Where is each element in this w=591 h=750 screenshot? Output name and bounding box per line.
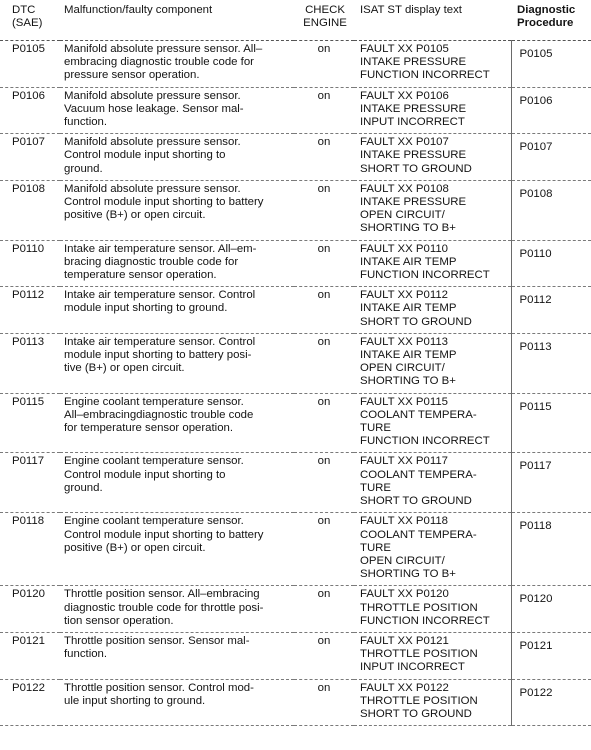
dtc-code: P0110 <box>0 240 60 287</box>
dtc-code: P0112 <box>0 287 60 334</box>
diagnostic-procedure-cell <box>511 333 591 393</box>
diagnostic-procedure: P0117 <box>519 460 552 473</box>
diagnostic-procedure: P0107 <box>519 141 553 154</box>
check-engine-status: on <box>294 586 354 633</box>
diagnostic-procedure: P0113 <box>519 340 552 353</box>
header-dtc: DTC (SAE) <box>0 0 60 41</box>
table-body <box>0 41 591 726</box>
dtc-code: P0113 <box>0 333 60 393</box>
diagnostic-procedure-cell <box>511 393 591 453</box>
table-row <box>0 513 591 586</box>
isat-display-text: FAULT XX P0122 THROTTLE POSITION SHORT TO GROUND <box>354 679 511 726</box>
malfunction-text: Intake air temperature sensor. Control module input shorting to ground. <box>60 287 294 334</box>
diagnostic-procedure: P0118 <box>519 520 552 533</box>
malfunction-text: Manifold absolute pressure sensor. Control module input shorting to battery positive (B+) or open circuit. <box>60 180 294 240</box>
malfunction-text: Engine coolant temperature sensor. All–embracingdiagnostic trouble code for temperature sensor operation. <box>60 393 294 453</box>
diagnostic-procedure-cell <box>511 180 591 240</box>
malfunction-text: Throttle position sensor. All–embracing diagnostic trouble code for throttle posi- tion sensor operation. <box>60 586 294 633</box>
table-row <box>0 333 591 393</box>
diagnostic-procedure-cell <box>511 240 591 287</box>
isat-display-text: FAULT XX P0108 INTAKE PRESSURE OPEN CIRCUIT/ SHORTING TO B+ <box>354 180 511 240</box>
dtc-code: P0120 <box>0 586 60 633</box>
isat-display-text: FAULT XX P0105 INTAKE PRESSURE FUNCTION INCORRECT <box>354 41 511 88</box>
diagnostic-procedure-cell <box>511 287 591 334</box>
check-engine-status: on <box>294 180 354 240</box>
table-row <box>0 180 591 240</box>
malfunction-text: Intake air temperature sensor. All–em- bracing diagnostic trouble code for temperature sensor operation. <box>60 240 294 287</box>
isat-display-text: FAULT XX P0117 COOLANT TEMPERA- TURE SHORT TO GROUND <box>354 453 511 513</box>
table-row <box>0 134 591 181</box>
dtc-code: P0105 <box>0 41 60 88</box>
diagnostic-procedure-cell <box>511 453 591 513</box>
diagnostic-procedure-cell <box>511 586 591 633</box>
malfunction-text: Throttle position sensor. Sensor mal- function. <box>60 632 294 679</box>
malfunction-text: Engine coolant temperature sensor. Control module input shorting to battery positive (B+) or open circuit. <box>60 513 294 586</box>
table-row <box>0 632 591 679</box>
diagnostic-procedure: P0121 <box>519 639 553 652</box>
dtc-code: P0108 <box>0 180 60 240</box>
diagnostic-procedure: P0106 <box>519 94 553 107</box>
dtc-code: P0117 <box>0 453 60 513</box>
table-row <box>0 393 591 453</box>
diagnostic-procedure-cell <box>511 513 591 586</box>
check-engine-status: on <box>294 240 354 287</box>
diagnostic-procedure-cell <box>511 632 591 679</box>
diagnostic-procedure-cell <box>511 679 591 726</box>
check-engine-status: on <box>294 679 354 726</box>
table-row <box>0 287 591 334</box>
isat-display-text: FAULT XX P0112 INTAKE AIR TEMP SHORT TO GROUND <box>354 287 511 334</box>
table-row <box>0 240 591 287</box>
malfunction-text: Throttle position sensor. Control mod- ule input shorting to ground. <box>60 679 294 726</box>
malfunction-text: Manifold absolute pressure sensor. All– embracing diagnostic trouble code for pressure sensor operation. <box>60 41 294 88</box>
dtc-code: P0118 <box>0 513 60 586</box>
check-engine-status: on <box>294 453 354 513</box>
dtc-code: P0115 <box>0 393 60 453</box>
header-malfunction: Malfunction/faulty component <box>60 0 294 41</box>
diagnostic-procedure: P0105 <box>519 48 553 60</box>
isat-display-text: FAULT XX P0113 INTAKE AIR TEMP OPEN CIRCUIT/ SHORTING TO B+ <box>354 333 511 393</box>
diagnostic-procedure: P0120 <box>519 593 553 606</box>
header-check-engine: CHECK ENGINE <box>294 0 354 41</box>
diagnostic-procedure: P0108 <box>519 187 553 200</box>
check-engine-status: on <box>294 513 354 586</box>
check-engine-status: on <box>294 333 354 393</box>
diagnostic-procedure: P0112 <box>519 294 552 307</box>
table-row <box>0 679 591 726</box>
diagnostic-procedure: P0122 <box>519 686 553 699</box>
malfunction-text: Manifold absolute pressure sensor. Vacuum hose leakage. Sensor mal- function. <box>60 87 294 134</box>
isat-display-text: FAULT XX P0121 THROTTLE POSITION INPUT INCORRECT <box>354 632 511 679</box>
isat-display-text: FAULT XX P0115 COOLANT TEMPERA- TURE FUNCTION INCORRECT <box>354 393 511 453</box>
check-engine-status: on <box>294 632 354 679</box>
table-header <box>0 0 591 41</box>
table-row <box>0 41 591 88</box>
isat-display-text: FAULT XX P0118 COOLANT TEMPERA- TURE OPEN CIRCUIT/ SHORTING TO B+ <box>354 513 511 586</box>
malfunction-text: Engine coolant temperature sensor. Control module input shorting to ground. <box>60 453 294 513</box>
table-row <box>0 87 591 134</box>
isat-display-text: FAULT XX P0110 INTAKE AIR TEMP FUNCTION INCORRECT <box>354 240 511 287</box>
malfunction-text: Intake air temperature sensor. Control module input shorting to battery posi- tive (B+) or open circuit. <box>60 333 294 393</box>
table-row <box>0 586 591 633</box>
table-row <box>0 453 591 513</box>
malfunction-text: Manifold absolute pressure sensor. Control module input shorting to ground. <box>60 134 294 181</box>
diagnostic-procedure-cell <box>511 87 591 134</box>
diagnostic-procedure-cell <box>511 134 591 181</box>
check-engine-status: on <box>294 41 354 88</box>
isat-display-text: FAULT XX P0120 THROTTLE POSITION FUNCTION INCORRECT <box>354 586 511 633</box>
diagnostic-procedure: P0110 <box>519 247 552 260</box>
isat-display-text: FAULT XX P0107 INTAKE PRESSURE SHORT TO GROUND <box>354 134 511 181</box>
dtc-code: P0107 <box>0 134 60 181</box>
isat-display-text: FAULT XX P0106 INTAKE PRESSURE INPUT INCORRECT <box>354 87 511 134</box>
header-procedure: Diagnostic Procedure <box>511 0 591 41</box>
header-row <box>0 0 591 41</box>
check-engine-status: on <box>294 393 354 453</box>
dtc-code: P0106 <box>0 87 60 134</box>
diagnostic-procedure-cell <box>511 41 591 88</box>
dtc-code: P0122 <box>0 679 60 726</box>
dtc-code: P0121 <box>0 632 60 679</box>
check-engine-status: on <box>294 134 354 181</box>
check-engine-status: on <box>294 87 354 134</box>
check-engine-status: on <box>294 287 354 334</box>
header-isat: ISAT ST display text <box>354 0 511 41</box>
diagnostic-procedure: P0115 <box>519 400 552 413</box>
